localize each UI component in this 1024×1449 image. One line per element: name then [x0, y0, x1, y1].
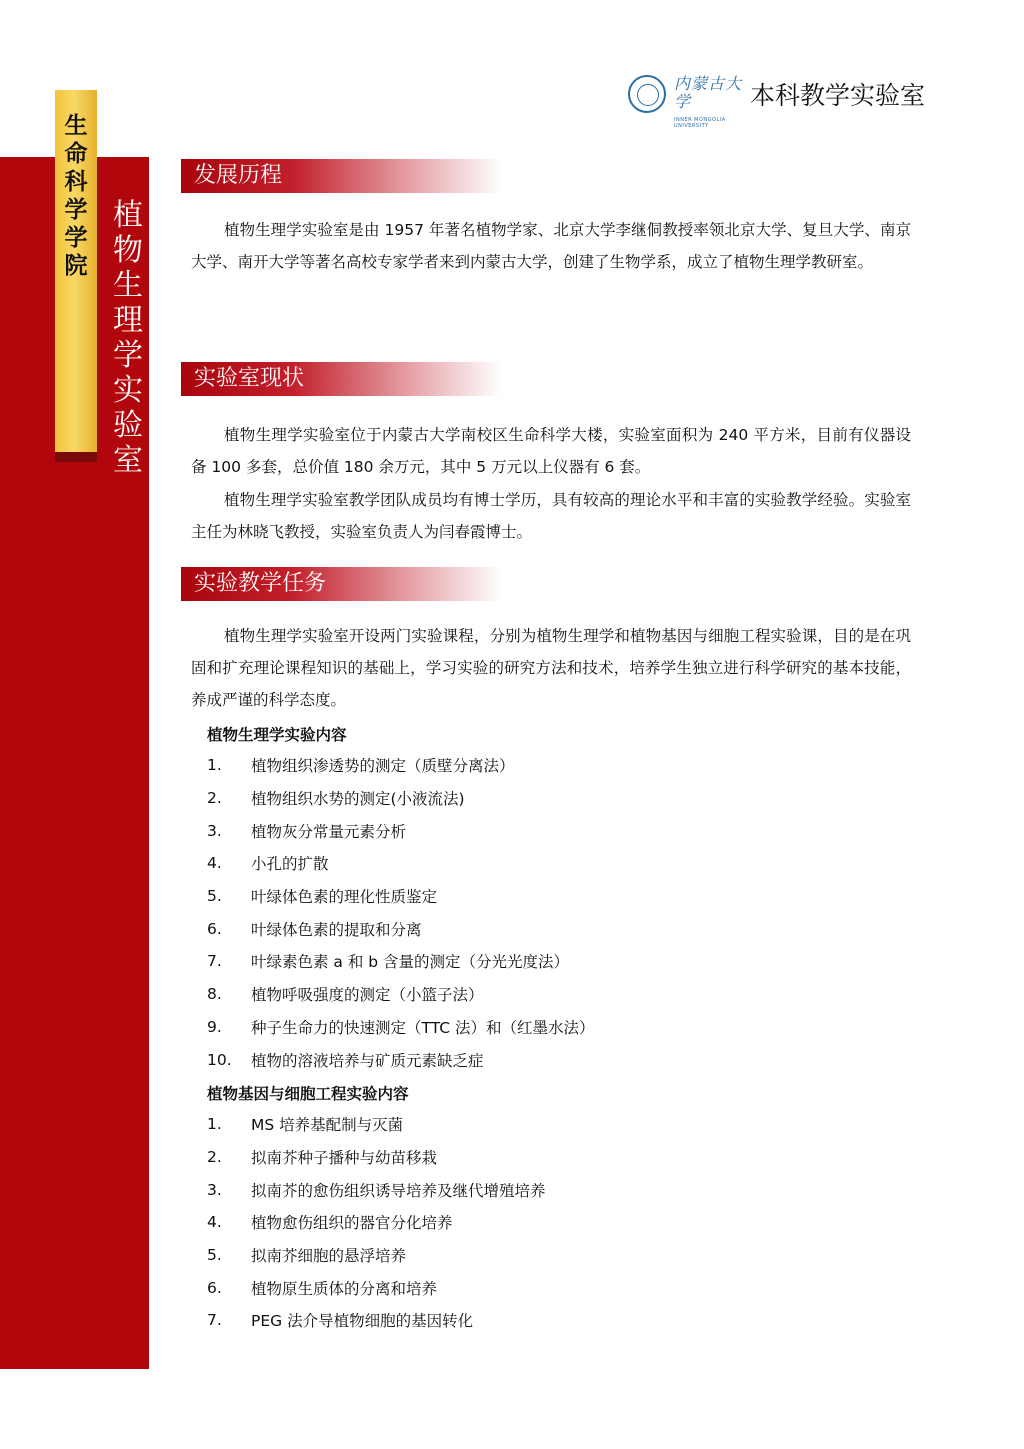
lab-char: 验: [113, 408, 143, 443]
lab-char: 理: [113, 303, 143, 338]
section-header-history: 发展历程: [181, 159, 501, 193]
history-paragraph: 植物生理学实验室是由 1957 年著名植物学家、北京大学李继侗教授率领北京大学、复旦大学、南京大学、南开大学等著名高校专家学者来到内蒙古大学，创建了生物学系，成立了植物生理学教研室。: [191, 221, 911, 271]
list-item: 2. 拟南芥种子播种与幼苗移栽: [207, 1148, 438, 1168]
section-header-status: 实验室现状: [181, 362, 501, 396]
school-char: 院: [64, 253, 88, 279]
list-item: 1. 植物组织渗透势的测定（质壁分离法）: [207, 756, 515, 776]
list-item: 3. 植物灰分常量元素分析: [207, 821, 407, 841]
list-item: 5. 拟南芥细胞的悬浮培养: [207, 1246, 407, 1266]
list-item: 9. 种子生命力的快速测定（TTC 法）和（红墨水法）: [207, 1017, 595, 1037]
list-item: 4. 植物愈伤组织的器官分化培养: [207, 1213, 453, 1233]
status-paragraph-2: 植物生理学实验室教学团队成员均有博士学历，具有较高的理论水平和丰富的实验教学经验。实验室主任为林晓飞教授，实验室负责人为闫春霞博士。: [191, 491, 911, 541]
university-logo: [674, 74, 746, 129]
list-item: 6. 植物原生质体的分离和培养: [207, 1278, 438, 1298]
page-header: [628, 72, 926, 129]
lab-name-vertical: [108, 198, 148, 478]
lab-char: 室: [113, 443, 143, 478]
course1-list: [207, 749, 595, 1076]
list-item: 8. 植物呼吸强度的测定（小篮子法）: [207, 985, 484, 1005]
school-char: 生: [64, 113, 88, 139]
school-tab-shadow: [55, 452, 97, 462]
lab-char: 物: [113, 233, 143, 268]
course2-list: [207, 1108, 546, 1337]
school-name-vertical: [55, 112, 97, 280]
page-title: 本科教学实验室: [750, 81, 926, 110]
list-item: 5. 叶绿体色素的理化性质鉴定: [207, 887, 438, 907]
list-item: 2. 植物组织水势的测定(小液流法): [207, 789, 465, 809]
list-item: 3. 拟南芥的愈伤组织诱导培养及继代增殖培养: [207, 1180, 546, 1200]
school-char: 科: [64, 169, 88, 195]
list-item: 7. 叶绿素色素 a 和 b 含量的测定（分光光度法）: [207, 952, 570, 972]
list-item: 10. 植物的溶液培养与矿质元素缺乏症: [207, 1050, 484, 1070]
list-item: 1. MS 培养基配制与灭菌: [207, 1115, 404, 1135]
school-char: 命: [64, 141, 88, 167]
lab-char: 实: [113, 373, 143, 408]
school-char: 学: [64, 225, 88, 251]
lab-char: 学: [113, 338, 143, 373]
school-char: 学: [64, 197, 88, 223]
course1-title: 植物生理学实验内容: [207, 726, 347, 744]
tasks-paragraph: 植物生理学实验室开设两门实验课程，分别为植物生理学和植物基因与细胞工程实验课，目的是在巩固和扩充理论课程知识的基础上，学习实验的研究方法和技术，培养学生独立进行科学研究的基本技能，养成严谨的科学态度。: [191, 627, 911, 709]
lab-char: 生: [113, 268, 143, 303]
logo-script: 内蒙古大学: [674, 74, 743, 111]
lab-char: 植: [113, 198, 143, 233]
list-item: 7. PEG 法介导植物细胞的基因转化: [207, 1311, 474, 1331]
section-header-tasks: 实验教学任务: [181, 567, 501, 601]
course2-title: 植物基因与细胞工程实验内容: [207, 1085, 409, 1103]
logo-english: INNER MONGOLIA UNIVERSITY: [674, 117, 726, 129]
list-item: 6. 叶绿体色素的提取和分离: [207, 919, 422, 939]
list-item: 4. 小孔的扩散: [207, 854, 329, 874]
university-seal-icon: [628, 75, 666, 113]
status-paragraph-1: 植物生理学实验室位于内蒙古大学南校区生命科学大楼，实验室面积为 240 平方米，目前有仪器设备 100 多套，总价值 180 余万元，其中 5 万元以上仪器有 6 套。: [191, 426, 911, 476]
